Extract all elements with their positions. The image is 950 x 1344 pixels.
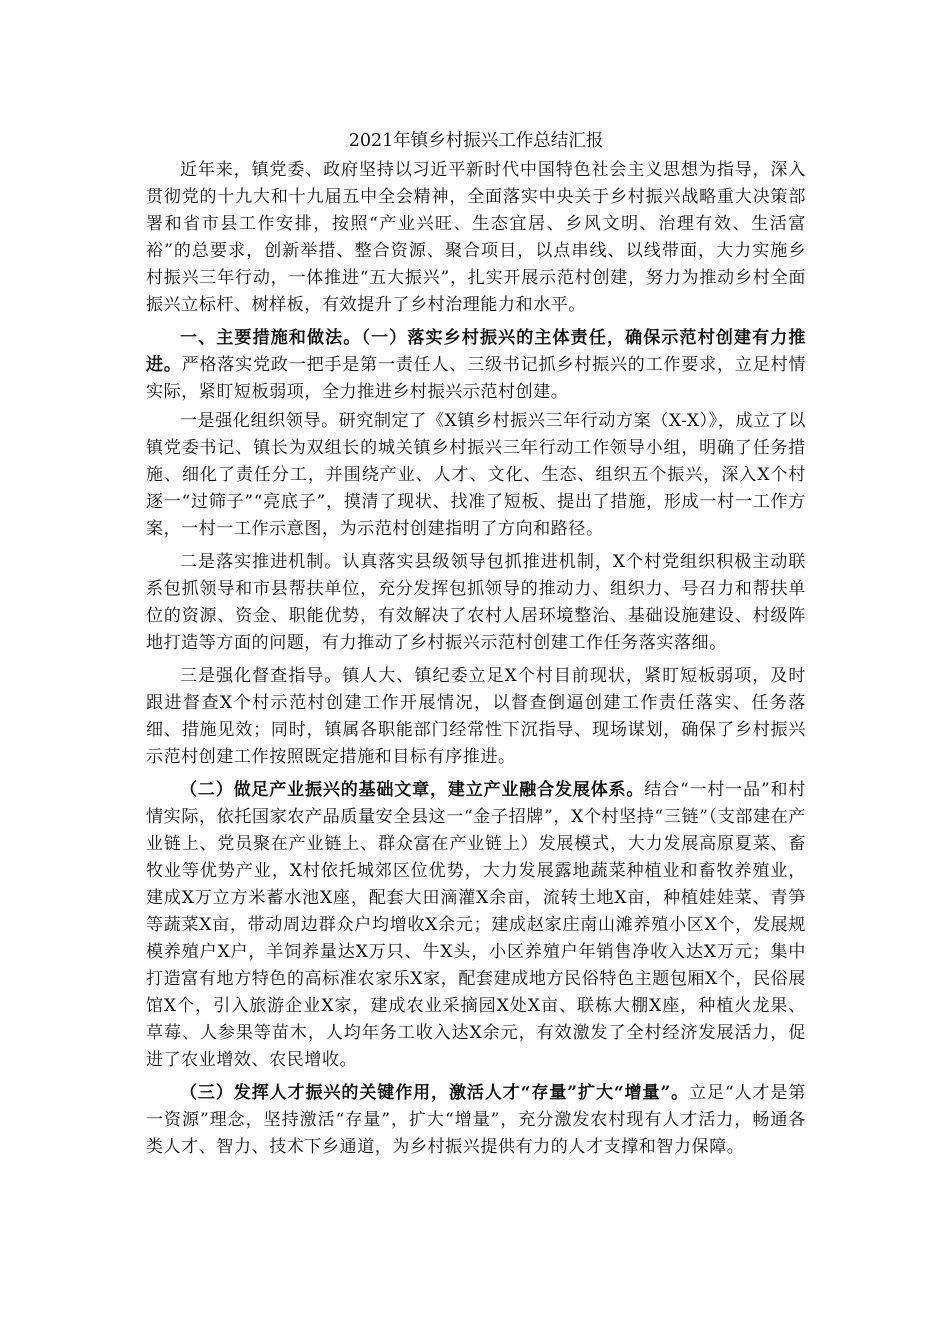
section-1-heading: 一、主要措施和做法。 xyxy=(180,328,362,348)
subsection-1-heading: （一）落实乡村振兴的主体责任，确保示范村创建有力推进。 xyxy=(146,328,807,375)
item-1-paragraph: 一是强化组织领导。研究制定了《X镇乡村振兴三年行动方案（X-X）》，成立了以镇党委书记、镇长为双组长的城关镇乡村振兴三年行动工作领导小组，明确了任务措施、细化了责任分工，并围绕产业、人才、文化、生态、组织五个振兴，深入X个村逐一“过筛子”“亮底子”，摸清了现状、找准了短板、提出了措施，形成一村一工作方案，一村一工作示意图，为示范村创建指明了方向和路径。 xyxy=(146,411,806,539)
subsection-2-heading: （二）做足产业振兴的基础文章，建立产业融合发展体系。 xyxy=(180,780,645,800)
subsection-3-text: 立足“人才是第一资源”理念，坚持激活“存量”，扩大“增量”，充分激发农村现有人才活力，畅通各类人才、智力、技术下乡通道，为乡村振兴提供有力的人才支撑和智力保障。 xyxy=(146,1083,806,1157)
subsection-3-heading: （三）发挥人才振兴的关键作用，激活人才“存量”扩大“增量”。 xyxy=(180,1083,690,1103)
intro-paragraph: 近年来，镇党委、政府坚持以习近平新时代中国特色社会主义思想为指导，深入贯彻党的十九大和十九届五中全会精神，全面落实中央关于乡村振兴战略重大决策部署和省市县工作安排，按照“产业兴旺、生态宜居、乡风文明、治理有效、生活富裕”的总要求，创新举措、整合资源、聚合项目，以点串线、以线带面，大力实施乡村振兴三年行动，一体推进“五大振兴”，扎实开展示范村创建，努力为推动乡村全面振兴立标杆、树样板，有效提升了乡村治理能力和水平。 xyxy=(146,160,806,315)
item-3-paragraph: 三是强化督查指导。镇人大、镇纪委立足X个村目前现状，紧盯短板弱项，及时跟进督查X个村示范村创建工作开展情况，以督查倒逼创建工作责任落实、任务落细、措施见效；同时，镇属各职能部门经常性下沉指导、现场谋划，确保了乡村振兴示范村创建工作按照既定措施和目标有序推进。 xyxy=(146,666,806,767)
subsection-2-paragraph xyxy=(146,777,806,1074)
item-2-paragraph: 二是落实推进机制。认真落实县级领导包抓推进机制，X个村党组织积极主动联系包抓领导和市县帮扶单位，充分发挥包抓领导的推动力、组织力、号召力和帮扶单位的资源、资金、职能优势，有效解决了农村人居环境整治、基础设施建设、村级阵地打造等方面的问题，有力推动了乡村振兴示范村创建工作任务落实落细。 xyxy=(146,552,806,653)
section-1-paragraph xyxy=(146,325,806,406)
subsection-2-text: 结合“一村一品”和村情实际，依托国家农产品质量安全县这一“金子招牌”，X个村坚持“三链”（支部建在产业链上、党员聚在产业链上、群众富在产业链上）发展模式，大力发展高原夏菜、畜牧业等优势产业，X村依托城郊区位优势，大力发展露地蔬菜种植业和畜牧养殖业，建成X万立方米蓄水池X座，配套大田滴灌X余亩，流转土地X亩，种植娃娃菜、青笋等蔬菜X亩，带动周边群众户均增收X余元；建成赵家庄南山滩养殖小区X个，发展规模养殖户X户，羊饲养量达X万只、牛X头，小区养殖户年销售净收入达X万元；集中打造富有地方特色的高标准农家乐X家，配套建成地方民俗特色主题包厢X个，民俗展馆X个，引入旅游企业X家，建成农业采摘园X处X亩、联栋大棚X座，种植火龙果、草莓、人参果等苗木，人均年务工收入达X余元，有效激发了全村经济发展活力，促进了农业增效、农民增收。 xyxy=(146,780,806,1070)
subsection-1-text: 严格落实党政一把手是第一责任人、三级书记抓乡村振兴的工作要求，立足村情实际，紧盯短板弱项，全力推进乡村振兴示范村创建。 xyxy=(146,355,807,402)
document-title: 2021年镇乡村振兴工作总结汇报 xyxy=(348,131,604,151)
document-body xyxy=(146,128,806,1167)
subsection-3-paragraph xyxy=(146,1080,806,1161)
